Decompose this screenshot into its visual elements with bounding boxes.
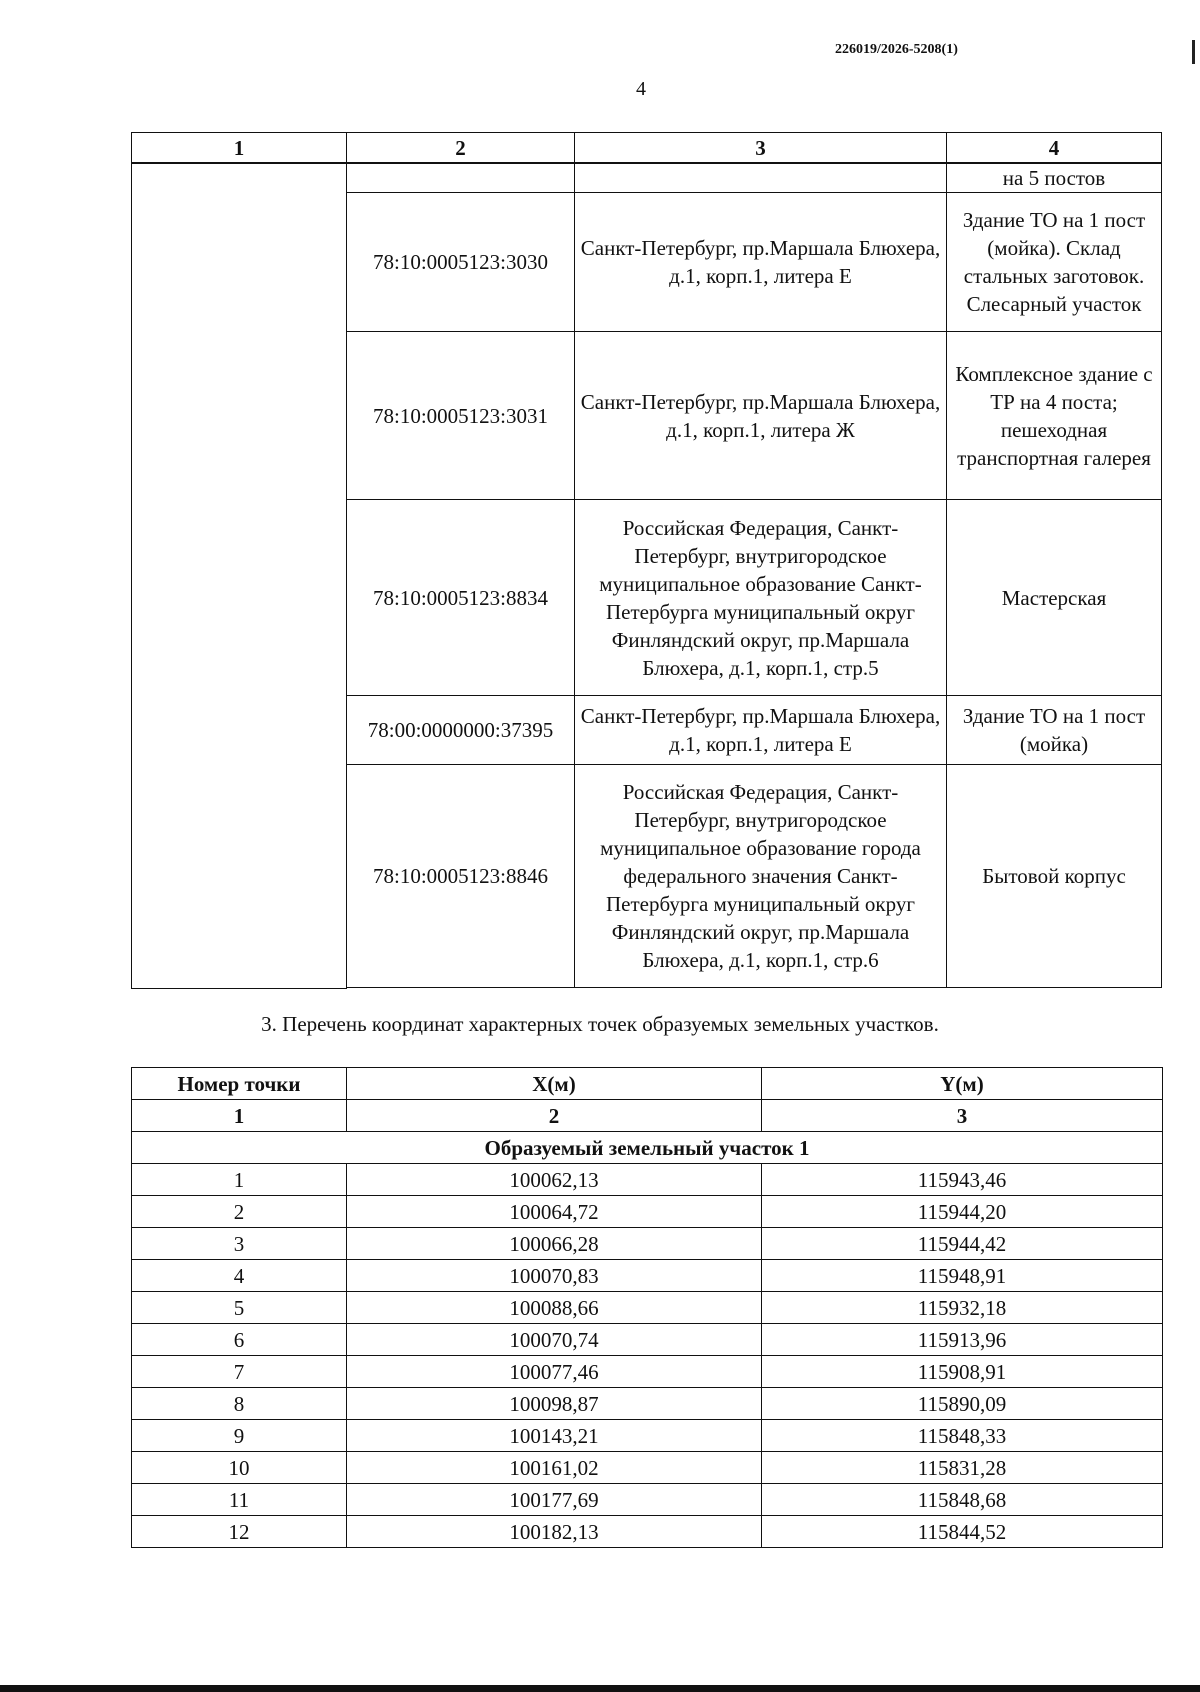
y-coordinate: 115932,18 <box>762 1292 1163 1324</box>
address-cell: Российская Федерация, Санкт-Петербург, внутригородское муниципальное образование города федерального значения Санкт-Петербурга муниципальный округ Финляндский округ, пр.Маршала Блюхера, д.1, корп.1, стр.6 <box>575 765 947 988</box>
table-row <box>132 163 1162 193</box>
x-coordinate: 100177,69 <box>347 1484 762 1516</box>
x-coordinate: 100182,13 <box>347 1516 762 1548</box>
address-cell: Российская Федерация, Санкт-Петербург, внутригородское муниципальное образование Санкт-Петербурга муниципальный округ Финляндский округ, пр.Маршала Блюхера, д.1, корп.1, стр.5 <box>575 500 947 696</box>
table-row <box>132 1228 1163 1260</box>
y-coordinate: 115944,42 <box>762 1228 1163 1260</box>
address-cell: Санкт-Петербург, пр.Маршала Блюхера, д.1, корп.1, литера Е <box>575 696 947 765</box>
y-coordinate: 115948,91 <box>762 1260 1163 1292</box>
coordinates-table <box>131 1067 1163 1548</box>
table-row <box>132 1260 1163 1292</box>
scan-top-edge <box>300 0 950 4</box>
page-number: 4 <box>636 78 646 100</box>
cadastral-number <box>347 163 575 193</box>
table-row <box>132 1164 1163 1196</box>
point-number: 1 <box>132 1164 347 1196</box>
column-number: 3 <box>575 133 947 164</box>
description-cell: Здание ТО на 1 пост (мойка) <box>947 696 1162 765</box>
table-header-row <box>132 133 1162 164</box>
description-cell: Мастерская <box>947 500 1162 696</box>
point-number: 10 <box>132 1452 347 1484</box>
column-number: 4 <box>947 133 1162 164</box>
description-cell: на 5 постов <box>947 163 1162 193</box>
column-header-point: Номер точки <box>132 1068 347 1100</box>
y-coordinate: 115831,28 <box>762 1452 1163 1484</box>
land-plot-title: Образуемый земельный участок 1 <box>132 1132 1163 1164</box>
table-row <box>132 1356 1163 1388</box>
point-number: 7 <box>132 1356 347 1388</box>
table-row <box>132 1196 1163 1228</box>
point-number: 5 <box>132 1292 347 1324</box>
address-cell: Санкт-Петербург, пр.Маршала Блюхера, д.1, корп.1, литера Ж <box>575 332 947 500</box>
table-row <box>132 1292 1163 1324</box>
column-number: 2 <box>347 1100 762 1132</box>
x-coordinate: 100098,87 <box>347 1388 762 1420</box>
point-number: 11 <box>132 1484 347 1516</box>
column-header-x: X(м) <box>347 1068 762 1100</box>
x-coordinate: 100143,21 <box>347 1420 762 1452</box>
column-number: 1 <box>132 1100 347 1132</box>
y-coordinate: 115844,52 <box>762 1516 1163 1548</box>
x-coordinate: 100070,83 <box>347 1260 762 1292</box>
cadastral-number: 78:00:0000000:37395 <box>347 696 575 765</box>
coordinate-rows <box>132 1164 1163 1548</box>
address-cell <box>575 163 947 193</box>
column-numbering-row <box>132 1100 1163 1132</box>
cadastral-number: 78:10:0005123:3030 <box>347 193 575 332</box>
point-number: 8 <box>132 1388 347 1420</box>
section-title: 3. Перечень координат характерных точек образуемых земельных участков. <box>261 1012 939 1036</box>
cadastral-number: 78:10:0005123:3031 <box>347 332 575 500</box>
point-number: 12 <box>132 1516 347 1548</box>
x-coordinate: 100077,46 <box>347 1356 762 1388</box>
y-coordinate: 115908,91 <box>762 1356 1163 1388</box>
table-row <box>132 1324 1163 1356</box>
table-row <box>132 1388 1163 1420</box>
column-number: 2 <box>347 133 575 164</box>
x-coordinate: 100066,28 <box>347 1228 762 1260</box>
x-coordinate: 100161,02 <box>347 1452 762 1484</box>
table-header-row <box>132 1068 1163 1100</box>
address-cell: Санкт-Петербург, пр.Маршала Блюхера, д.1, корп.1, литера Е <box>575 193 947 332</box>
x-coordinate: 100070,74 <box>347 1324 762 1356</box>
point-number: 4 <box>132 1260 347 1292</box>
description-cell: Бытовой корпус <box>947 765 1162 988</box>
x-coordinate: 100088,66 <box>347 1292 762 1324</box>
y-coordinate: 115943,46 <box>762 1164 1163 1196</box>
group-title-row <box>132 1132 1163 1164</box>
y-coordinate: 115890,09 <box>762 1388 1163 1420</box>
table-row <box>132 1484 1163 1516</box>
cadastral-number: 78:10:0005123:8846 <box>347 765 575 988</box>
point-number: 6 <box>132 1324 347 1356</box>
table-row <box>132 1452 1163 1484</box>
column-number: 3 <box>762 1100 1163 1132</box>
scan-edge-mark <box>1192 40 1195 64</box>
description-cell: Комплексное здание с ТР на 4 поста; пешеходная транспортная галерея <box>947 332 1162 500</box>
merged-cell <box>132 163 347 988</box>
table-row <box>132 1420 1163 1452</box>
column-header-y: Y(м) <box>762 1068 1163 1100</box>
cadastral-number: 78:10:0005123:8834 <box>347 500 575 696</box>
y-coordinate: 115848,68 <box>762 1484 1163 1516</box>
y-coordinate: 115913,96 <box>762 1324 1163 1356</box>
point-number: 3 <box>132 1228 347 1260</box>
y-coordinate: 115944,20 <box>762 1196 1163 1228</box>
y-coordinate: 115848,33 <box>762 1420 1163 1452</box>
column-number: 1 <box>132 133 347 164</box>
objects-table <box>131 132 1162 989</box>
description-cell: Здание ТО на 1 пост (мойка). Склад стальных заготовок. Слесарный участок <box>947 193 1162 332</box>
x-coordinate: 100062,13 <box>347 1164 762 1196</box>
point-number: 9 <box>132 1420 347 1452</box>
scan-bottom-edge <box>0 1685 1200 1692</box>
table-row <box>132 1516 1163 1548</box>
document-id: 226019/2026-5208(1) <box>835 42 958 57</box>
point-number: 2 <box>132 1196 347 1228</box>
x-coordinate: 100064,72 <box>347 1196 762 1228</box>
